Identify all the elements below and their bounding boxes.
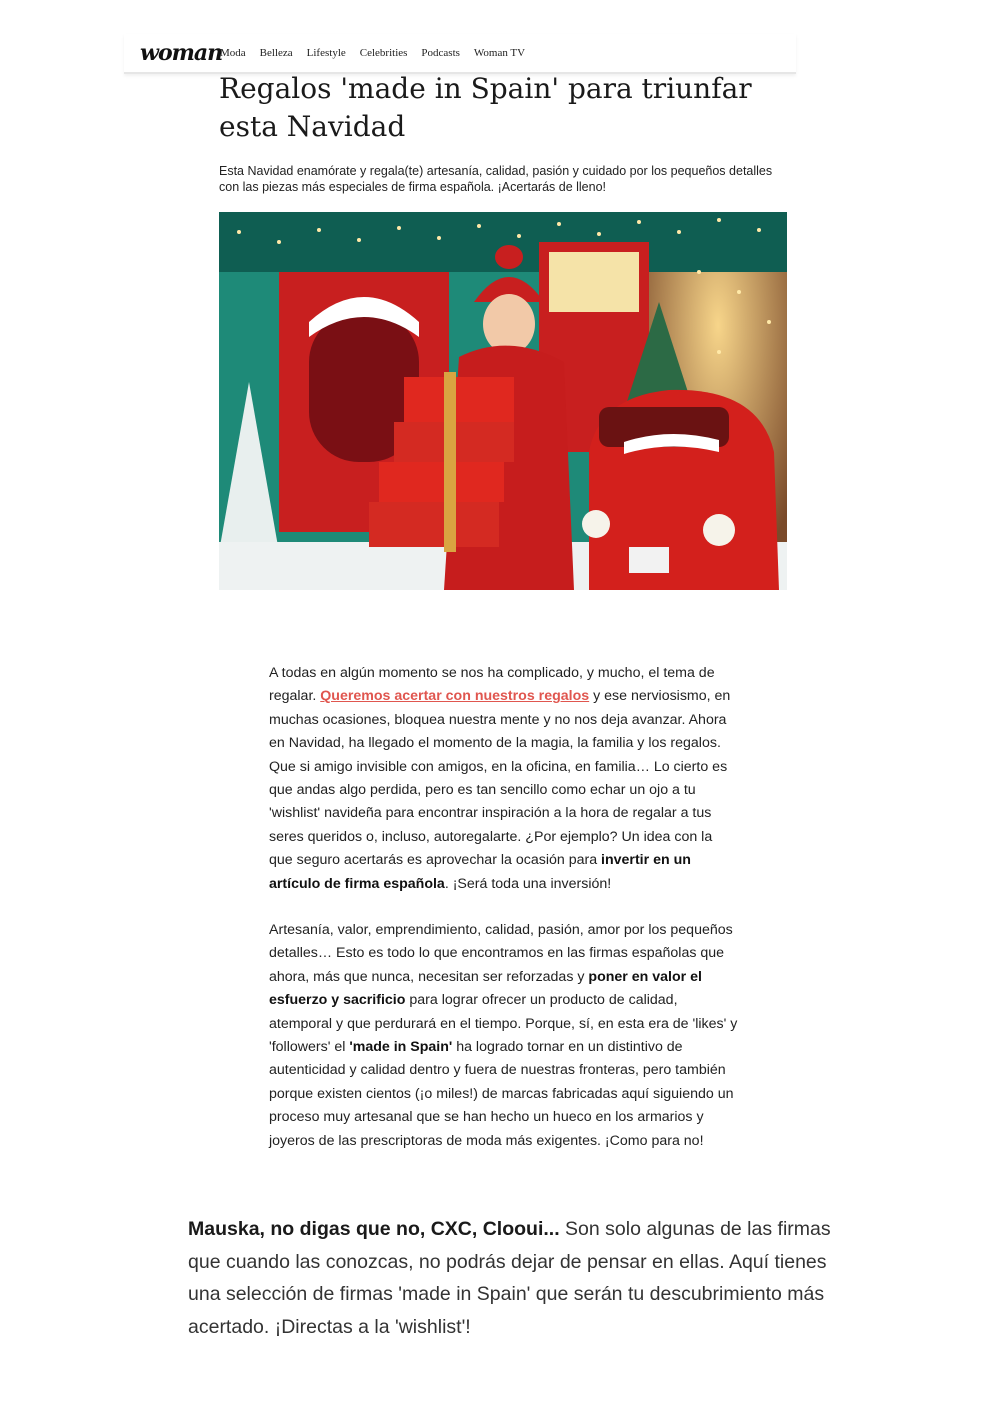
bold-text: poner en valor el esfuerzo y sacrificio — [269, 968, 702, 1009]
site-logo[interactable]: woman — [140, 40, 223, 66]
article-paragraph-1 — [269, 662, 739, 896]
inline-link-regalos[interactable]: Queremos acertar con nuestros regalos — [320, 688, 590, 705]
paragraph-text: A todas en algún momento se nos ha complicado, y mucho, el tema de regalar. — [269, 665, 715, 705]
nav-link-lifestyle[interactable]: Lifestyle — [306, 47, 346, 59]
paragraph-text: ha logrado tornar en un distintivo de autenticidad y calidad dentro y fuera de nuestras fronteras, pero también porque existen cientos (¡o miles!) de marcas fabricadas aquí siguiendo un proceso muy artesanal que se han hecho un hueco en los armarios y joyeros de las prescriptoras de moda más exigentes. ¡Como para no! — [269, 1039, 734, 1149]
bold-text: 'made in Spain' — [349, 1039, 453, 1056]
article-paragraph-2 — [269, 919, 739, 1153]
paragraph-text: Son solo algunas de las firmas que cuando las conozcas, no podrás dejar de pensar en ellas. Aquí tienes una selección de firmas 'made in Spain' que serán tu descubrimiento más acertado. ¡Directas a la 'wishlist'! — [188, 1218, 831, 1338]
nav-link-woman-tv[interactable]: Woman TV — [473, 47, 526, 59]
site-header — [124, 34, 796, 74]
paragraph-text: Artesanía, valor, emprendimiento, calidad, pasión, amor por los pequeños detalles… Esto es todo lo que encontramos en las firmas españolas que ahora, más que nunca, necesitan ser reforzadas y — [269, 922, 733, 985]
christmas-scene-illustration — [219, 212, 787, 590]
article-highlight-paragraph — [188, 1213, 848, 1343]
article-title: Regalos 'made in Spain' para triunfar esta Navidad — [219, 72, 752, 143]
nav-link-podcasts[interactable]: Podcasts — [421, 47, 460, 59]
bold-text: Mauska, no digas que no, CXC, Clooui... — [188, 1218, 560, 1240]
hero-image — [219, 212, 787, 590]
nav-link-moda[interactable]: Moda — [220, 47, 246, 59]
main-nav — [220, 47, 539, 59]
nav-link-celebrities[interactable]: Celebrities — [359, 47, 408, 59]
nav-link-belleza[interactable]: Belleza — [259, 47, 293, 59]
paragraph-text: y ese nerviosismo, en muchas ocasiones, bloquea nuestra mente y no nos deja avanzar. Ahora en Navidad, ha llegado el momento de la magia, la familia y los regalos. Que si amigo invisible con amigos, en la oficina, en familia… Lo cierto es que andas algo perdida, pero es tan sencillo como echar un ojo a tu 'wishlist' navideña para encontrar inspiración a la hora de regalar a tus seres queridos o, incluso, autoregalarte. ¿Por ejemplo? Un idea con la que seguro acertarás es aprovechar la ocasión para — [269, 688, 731, 869]
paragraph-text: para lograr ofrecer un producto de calidad, atemporal y que perdurará en el tiempo. Porque, sí, en esta era de 'likes' y 'followers' el — [269, 992, 738, 1056]
paragraph-text: . ¡Será toda una inversión! — [444, 875, 612, 892]
article-subtitle: Esta Navidad enamórate y regala(te) artesanía, calidad, pasión y cuidado por los pequeños detalles con las piezas más especiales de firma española. ¡Acertarás de lleno! — [219, 164, 773, 194]
bold-text: invertir en un artículo de firma española — [269, 852, 691, 892]
